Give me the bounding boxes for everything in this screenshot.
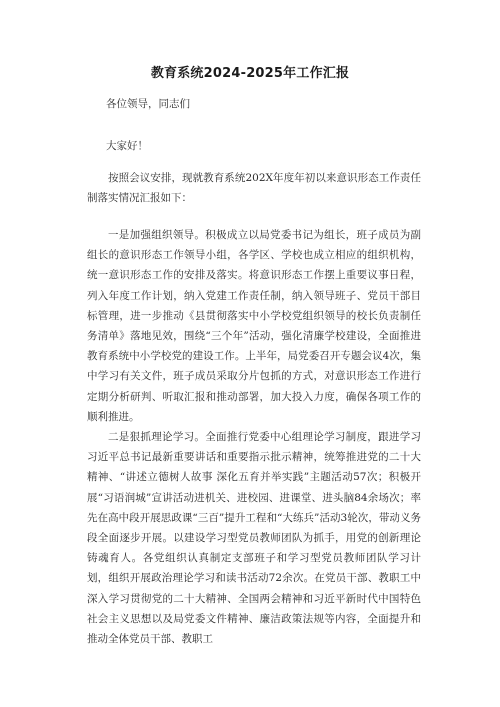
paragraph-organization: 一是加强组织领导。积极成立以局党委书记为组长，班子成员为副组长的意识形态工作领导小组，各学区、学校也成立相应的组织机构，统一意识形态工作的安排及落实。将意识形态工作摆上重要议事日程，列入年度工作计划，纳入党建工作责任制，纳入领导班子、党员干部目标管理，进一步推动《县贯彻落实中小学校党组织领导的校长负责制任务清单》落地见效，围绕“三个年”活动，强化清廉学校建设，全面推进教育系统中小学校党的建设工作。上半年，局党委召开专题会议4次，集中学习有关文件，班子成员采取分片包抓的方式，对意识形态工作进行定期分析研判、听取汇报和推动部署，加大投入力度，确保各项工作的顺利推进。 <box>87 229 421 423</box>
document-title: 教育系统2024-2025年工作汇报 <box>150 66 350 81</box>
greeting: 大家好！ <box>106 140 148 152</box>
paragraph-theory-study: 二是狠抓理论学习。全面推行党委中心组理论学习制度，跟进学习习近平总书记最新重要讲话和重要指示批示精神，统筹推进党的二十大精神、“讲述立德树人故事 深化五育并举实践”主题活动57次；积极开展“习语润城”宣讲活动进机关、进校园、进课堂、进头脑84余场次；率先在高中段开展思政课“三百”提升工程和“大练兵”活动3轮次，带动义务段全面逐步开展。以建设学习型党员教师团队为抓手，用党的创新理论铸魂育人。各党组织认真制定支部班子和学习型党员教师团队学习计划，组织开展政治理论学习和读书活动72余次。在党员干部、教职工中深入学习贯彻党的二十大精神、全国两会精神和习近平新时代中国特色社会主义思想以及局党委文件精神、廉洁政策法规等内容，全面提升和推动全体党员干部、教职工 <box>87 431 421 646</box>
salutation: 各位领导，同志们 <box>106 98 190 110</box>
intro-paragraph: 按照会议安排，现就教育系统202X年度年初以来意识形态工作责任制落实情况汇报如下： <box>87 172 421 205</box>
